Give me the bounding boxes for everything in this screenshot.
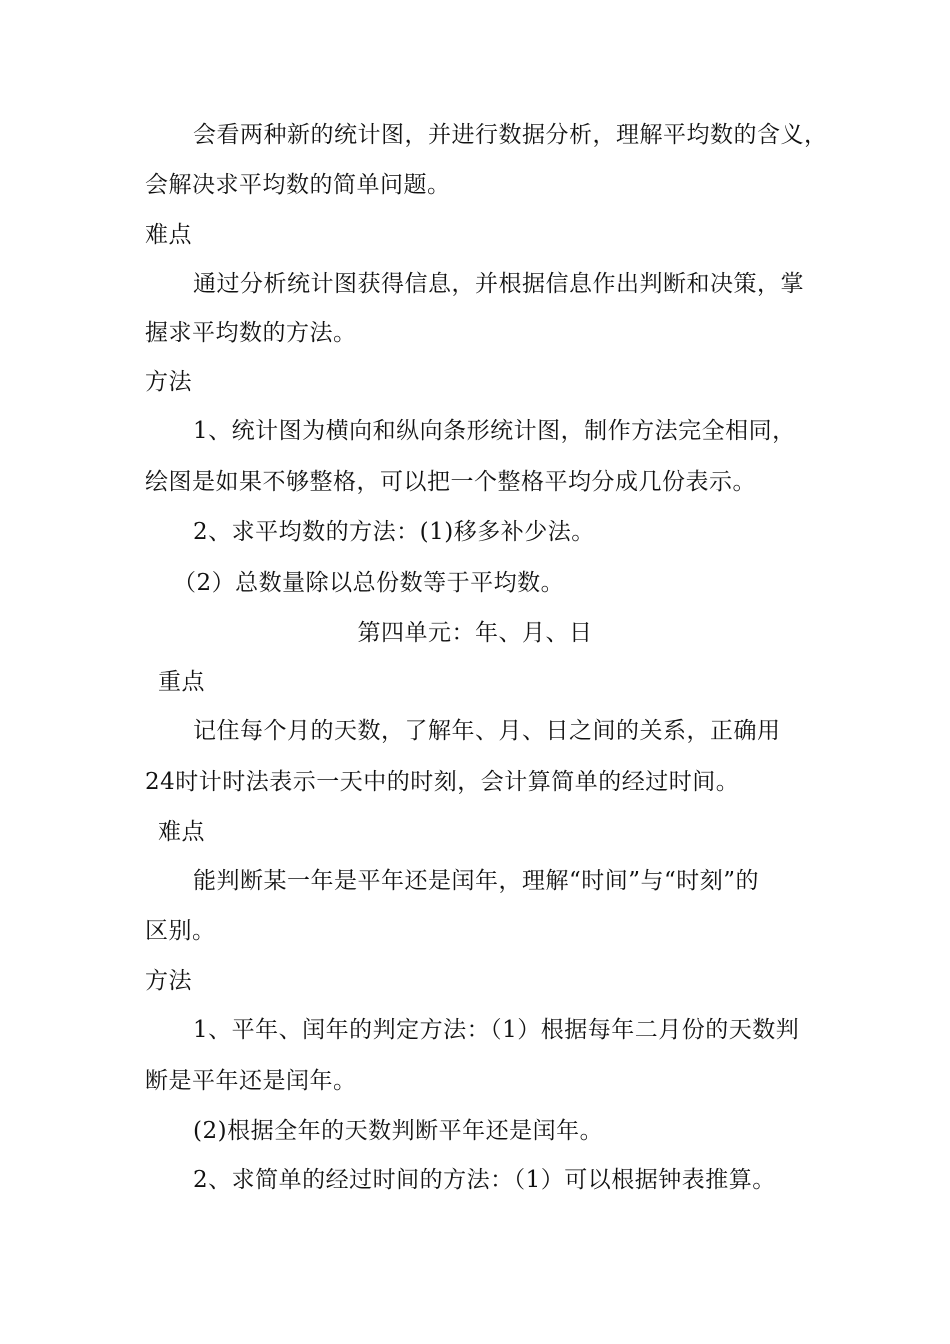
paragraph-line: 1、平年、闰年的判定方法：（1）根据每年二月份的天数判 [193,1017,800,1043]
paragraph-line: 区别。 [145,918,216,944]
section-label-difficulty: 难点 [145,222,192,248]
section-label-method: 方法 [145,369,192,395]
section-label-method: 方法 [145,968,192,994]
paragraph-line: （2）总数量除以总份数等于平均数。 [173,570,565,596]
paragraph-line: 断是平年还是闰年。 [145,1068,357,1094]
paragraph-line: 2、求简单的经过时间的方法：（1）可以根据钟表推算。 [193,1167,776,1193]
paragraph-line: 能判断某一年是平年还是闰年，理解“时间”与“时刻”的 [193,868,760,894]
section-label-difficulty: 难点 [158,819,205,845]
paragraph-line: 24时计时法表示一天中的时刻，会计算简单的经过时间。 [145,769,740,795]
section-label-key-point: 重点 [158,669,205,695]
paragraph-line: 1、统计图为横向和纵向条形统计图，制作方法完全相同， [193,418,796,444]
paragraph-line: (2)根据全年的天数判断平年还是闰年。 [193,1118,604,1144]
paragraph-line: 2、求平均数的方法：(1)移多补少法。 [193,519,595,545]
paragraph-line: 绘图是如果不够整格，可以把一个整格平均分成几份表示。 [145,469,756,495]
paragraph-line: 握求平均数的方法。 [145,320,357,346]
paragraph-line: 会看两种新的统计图，并进行数据分析，理解平均数的含义， [193,122,828,148]
paragraph-line: 会解决求平均数的简单问题。 [145,172,451,198]
paragraph-line: 通过分析统计图获得信息，并根据信息作出判断和决策，掌 [193,271,804,297]
unit-heading: 第四单元：年、月、日 [357,620,593,646]
paragraph-line: 记住每个月的天数，了解年、月、日之间的关系，正确用 [193,718,781,744]
